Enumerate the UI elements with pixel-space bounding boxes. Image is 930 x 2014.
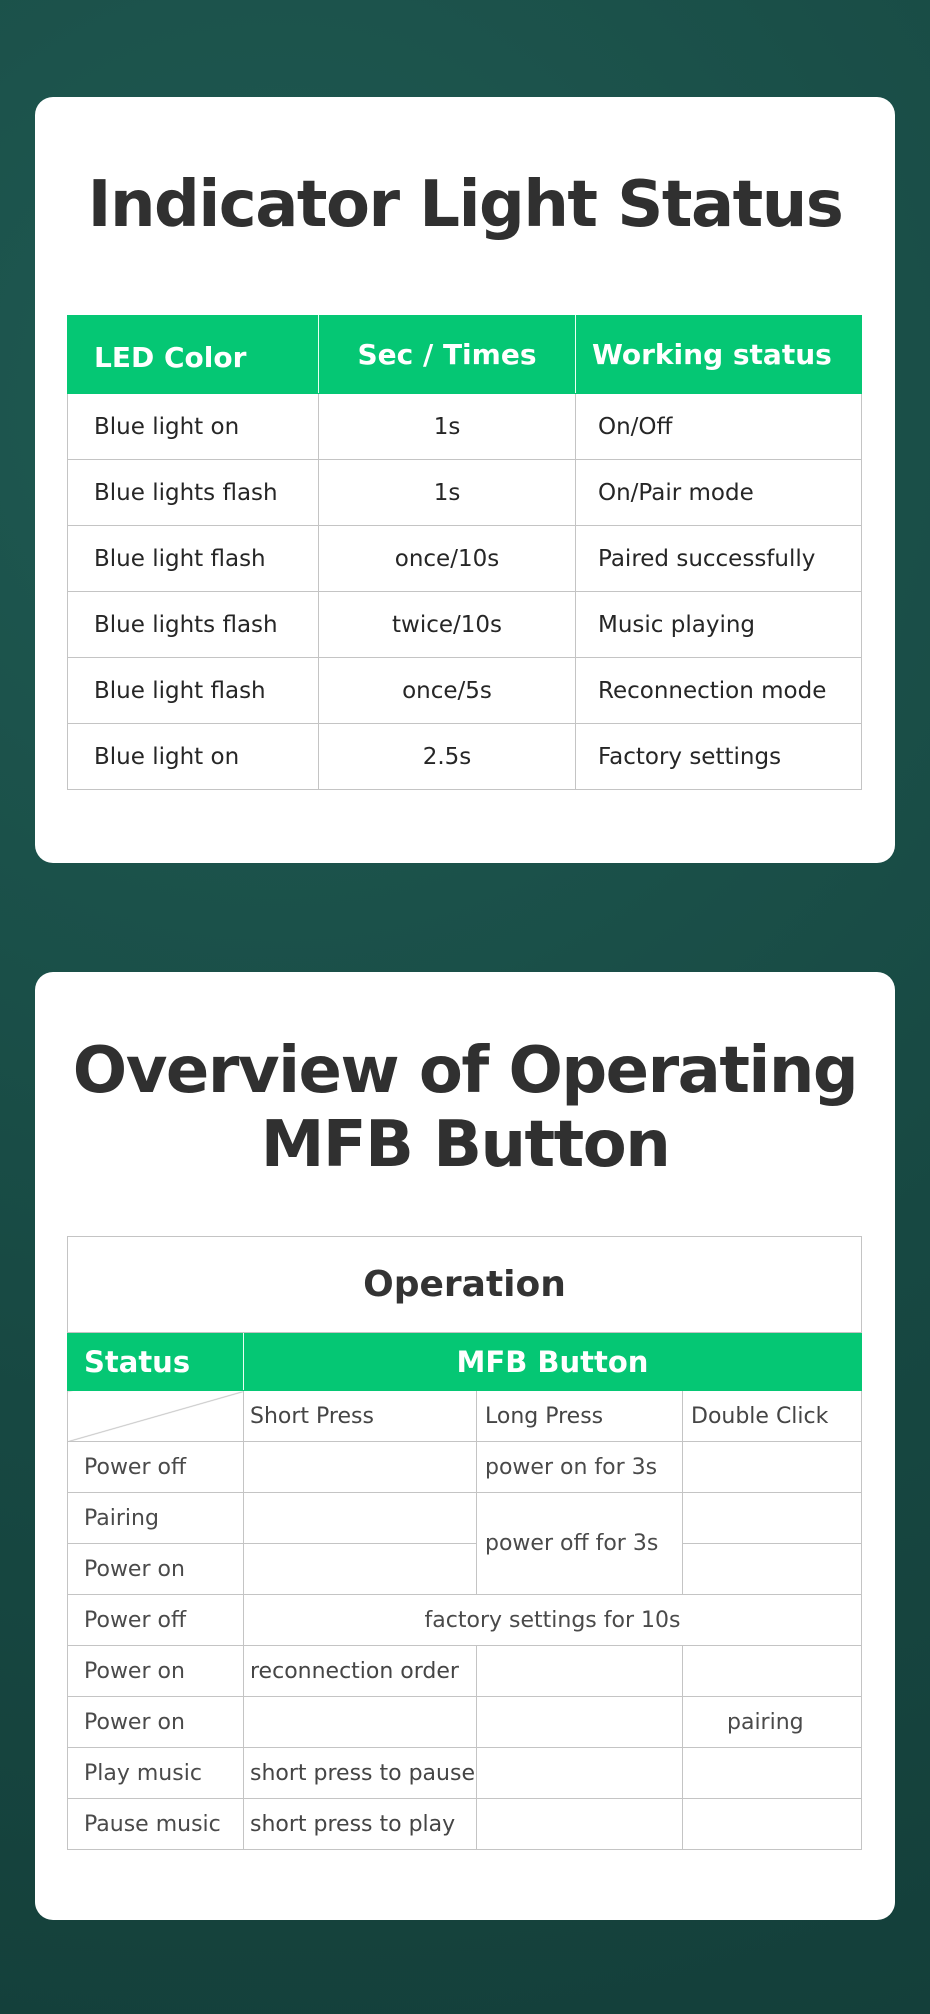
double-click-cell [683,1442,862,1493]
long-press-cell [477,1799,683,1850]
table-row [68,1646,862,1697]
led-color-cell: Blue lights flash [68,592,319,658]
table-row [68,658,862,724]
sec-times-cell: 1s [319,460,576,526]
double-click-cell [683,1799,862,1850]
short-press-cell [244,1544,477,1595]
status-cell: Power on [68,1646,244,1697]
mfb-title-line2: MFB Button [260,1108,670,1182]
double-click-cell [683,1646,862,1697]
status-cell: Power off [68,1595,244,1646]
mfb-operation-table [67,1236,862,1850]
operation-heading: Operation [68,1237,862,1333]
sec-times-cell: once/10s [319,526,576,592]
table-row [68,526,862,592]
indicator-light-table [67,315,862,790]
sec-times-cell: twice/10s [319,592,576,658]
long-press-cell [477,1646,683,1697]
status-cell: Power off [68,1442,244,1493]
working-status-cell: Factory settings [576,724,862,790]
table-row [68,1748,862,1799]
status-cell: Play music [68,1748,244,1799]
header-led-color: LED Color [68,316,319,394]
long-press-cell [477,1697,683,1748]
double-click-cell [683,1544,862,1595]
subheader-short-press: Short Press [244,1391,477,1442]
spanning-operation-cell: factory settings for 10s [244,1595,862,1646]
short-press-cell [244,1442,477,1493]
status-cell: Power on [68,1697,244,1748]
double-click-cell: pairing [683,1697,862,1748]
status-cell: Pairing [68,1493,244,1544]
short-press-cell [244,1697,477,1748]
table-row [68,1442,862,1493]
status-cell: Pause music [68,1799,244,1850]
table-row [68,1697,862,1748]
led-color-cell: Blue lights flash [68,460,319,526]
table-header-row [68,316,862,394]
status-cell: Power on [68,1544,244,1595]
short-press-cell: short press to pause [244,1748,477,1799]
sec-times-cell: once/5s [319,658,576,724]
led-color-cell: Blue light flash [68,658,319,724]
subheader-row [68,1391,862,1442]
table-row [68,592,862,658]
table-row [68,1595,862,1646]
header-sec-times: Sec / Times [319,316,576,394]
table-header-row [68,1333,862,1391]
indicator-light-title: Indicator Light Status [87,168,843,242]
mfb-button-card [35,972,895,1920]
mfb-title-line1: Overview of Operating [72,1034,858,1108]
subheader-long-press: Long Press [477,1391,683,1442]
double-click-cell [683,1493,862,1544]
sec-times-cell: 1s [319,394,576,460]
working-status-cell: Reconnection mode [576,658,862,724]
led-color-cell: Blue light on [68,724,319,790]
working-status-cell: Paired successfully [576,526,862,592]
working-status-cell: Music playing [576,592,862,658]
long-press-cell: power on for 3s [477,1442,683,1493]
led-color-cell: Blue light flash [68,526,319,592]
led-color-cell: Blue light on [68,394,319,460]
operation-row [68,1237,862,1333]
header-status: Status [68,1333,244,1391]
table-row [68,724,862,790]
table-row [68,394,862,460]
diagonal-cell [68,1391,244,1442]
short-press-cell: short press to play [244,1799,477,1850]
table-row [68,460,862,526]
short-press-cell [244,1493,477,1544]
working-status-cell: On/Pair mode [576,460,862,526]
header-working-status: Working status [576,316,862,394]
table-row [68,1544,862,1595]
table-row [68,1799,862,1850]
working-status-cell: On/Off [576,394,862,460]
sec-times-cell: 2.5s [319,724,576,790]
mfb-overview-title [35,1034,895,1182]
table-row [68,1493,862,1544]
double-click-cell [683,1748,862,1799]
long-press-cell: power off for 3s [477,1493,683,1595]
header-mfb-button: MFB Button [244,1333,862,1391]
short-press-cell: reconnection order [244,1646,477,1697]
subheader-double-click: Double Click [683,1391,862,1442]
long-press-cell [477,1748,683,1799]
mfb-table-wrap [67,1236,861,1850]
indicator-light-card [35,97,895,863]
